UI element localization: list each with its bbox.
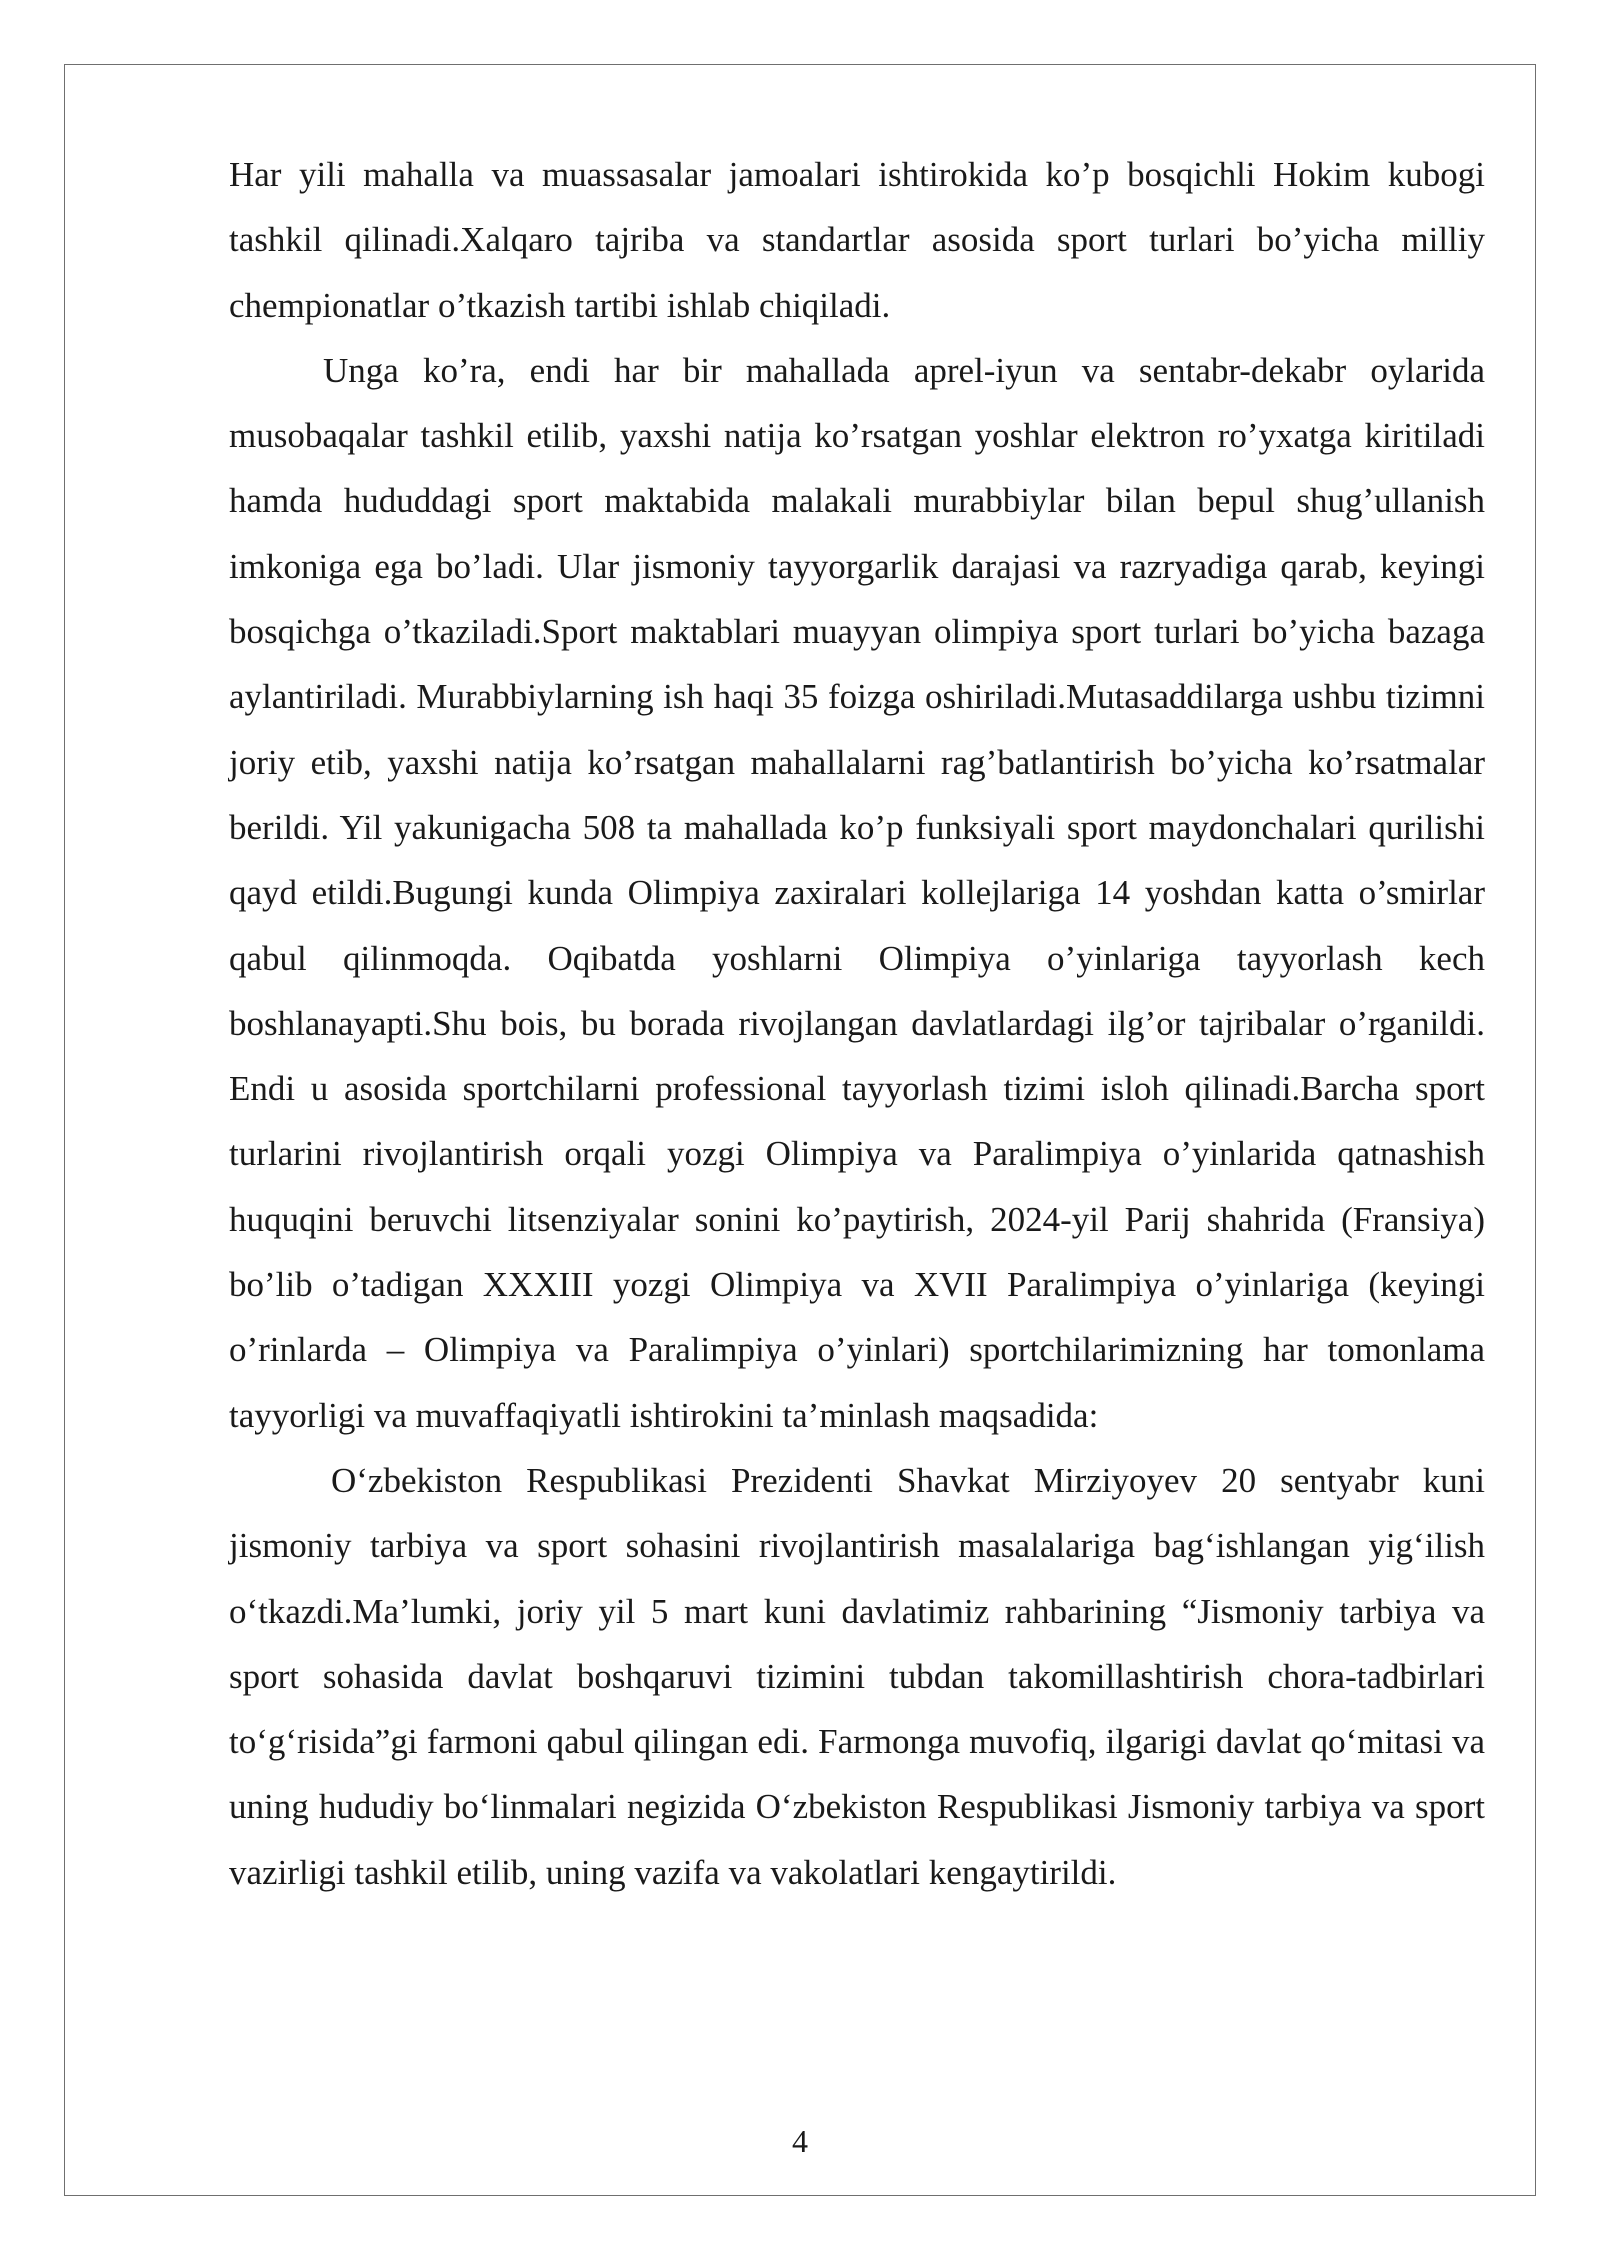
paragraph-2: Unga ko’ra, endi har bir mahallada aprel-iyun va sentabr-dekabr oylarida musobaqalar tashkil etilib, yaxshi natija ko’rsatgan yoshlar elektron ro’yxatga kiritiladi hamda hududdagi sport maktabida malakali murabbiylar bilan bepul shug’ullanish imkoniga ega bo’ladi. Ular jismoniy tayyorgarlik darajasi va razryadiga qarab, keyingi bosqichga o’tkaziladi.Sport maktablari muayyan olimpiya sport turlari bo’yicha bazaga aylantiriladi. Murabbiylarning ish haqi 35 foizga oshiriladi.Mutasaddilarga ushbu tizimni joriy etib, yaxshi natija ko’rsatgan mahallalarni rag’batlantirish bo’yicha ko’rsatmalar berildi. Yil yakunigacha 508 ta mahallada ko’p funksiyali sport maydonchalari qurilishi qayd etildi.Bugungi kunda Olimpiya zaxiralari kollejlariga 14 yoshdan katta o’smirlar qabul qilinmoqda. Oqibatda yoshlarni Olimpiya o’yinlariga tayyorlash kech boshlanayapti.Shu bois, bu borada rivojlangan davlatlardagi ilg’or tajribalar o’rganildi. Endi u asosida sportchilarni professional tayyorlash tizimi isloh qilinadi.Barcha sport turlarini rivojlantirish orqali yozgi Olimpiya va Paralimpiya o’yinlarida qatnashish huquqini beruvchi litsenziyalar sonini ko’paytirish, 2024-yil Parij shahrida (Fransiya) bo’lib o’tadigan XXXIII yozgi Olimpiya va XVII Paralimpiya o’yinlariga (keyingi o’rinlarda – Olimpiya va Paralimpiya o’yinlari) sportchilarimizning har tomonlama tayyorligi va muvaffaqiyatli ishtirokini ta’minlash maqsadida:	[229, 350, 1485, 1435]
document-body	[229, 142, 1485, 1905]
page-number: 4	[792, 2123, 808, 2159]
paragraph-1: Har yili mahalla va muassasalar jamoalari ishtirokida ko’p bosqichli Hokim kubogi tashkil qilinadi.Xalqaro tajriba va standartlar asosida sport turlari bo’yicha milliy chempionatlar o’tkazish tartibi ishlab chiqiladi.	[229, 155, 1485, 325]
paragraph-3: O‘zbekiston Respublikasi Prezidenti Shavkat Mirziyoyev 20 sentyabr kuni jismoniy tarbiya va sport sohasini rivojlantirish masalalariga bag‘ishlangan yig‘ilish o‘tkazdi.Ma’lumki, joriy yil 5 mart kuni davlatimiz rahbarining “Jismoniy tarbiya va sport sohasida davlat boshqaruvi tizimini tubdan takomillashtirish chora-tadbirlari to‘g‘risida”gi farmoni qabul qilingan edi. Farmonga muvofiq, ilgarigi davlat qo‘mitasi va uning hududiy bo‘linmalari negizida O‘zbekiston Respublikasi Jismoniy tarbiya va sport vazirligi tashkil etilib, uning vazifa va vakolatlari kengaytirildi.	[229, 1460, 1485, 1892]
